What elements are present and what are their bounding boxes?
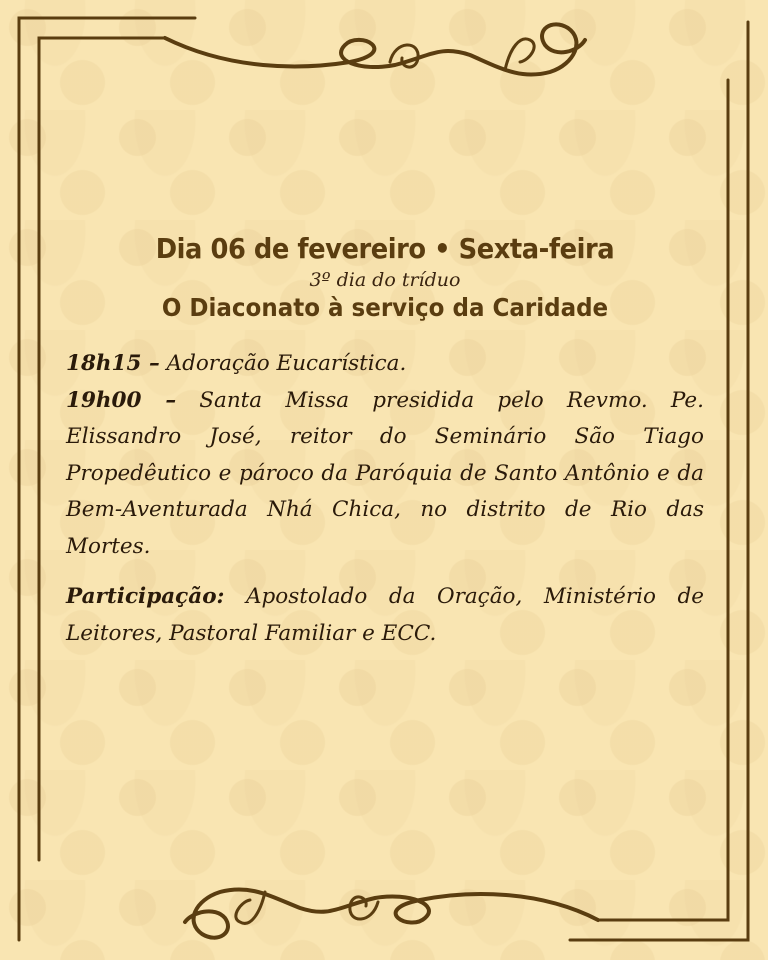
schedule-text: Santa Missa presidida pelo Revmo. Pe. Elissandro José, reitor do Seminário São Tiago Propedêutico e pároco da Paróquia de Santo Antônio e da Bem-Aventurada Nhá Chica, no distrito de Rio das Mortes. (66, 387, 704, 559)
schedule-time: 19h00 – (66, 387, 177, 413)
schedule-item (66, 383, 704, 566)
event-header (66, 232, 704, 322)
event-theme: O Diaconato à serviço da Caridade (161, 293, 609, 322)
participation (66, 579, 704, 652)
schedule-item (66, 346, 704, 383)
top-flourish-curl-2 (505, 39, 534, 70)
bottom-flourish (185, 889, 598, 937)
participation-label: Participação: (66, 584, 225, 609)
schedule-text: Adoração Eucarística. (159, 351, 407, 376)
event-description (66, 346, 704, 652)
schedule-time: 18h15 – (66, 351, 160, 376)
event-card-content (66, 232, 704, 652)
event-subtitle: 3º dia do tríduo (309, 269, 461, 291)
top-flourish (165, 24, 585, 74)
event-date-title: Dia 06 de fevereiro • Sexta-feira (155, 232, 615, 265)
participation-text: Apostolado da Oração, Ministério de Leitores, Pastoral Familiar e ECC. (66, 584, 704, 646)
bottom-flourish-curl-2 (236, 892, 265, 923)
